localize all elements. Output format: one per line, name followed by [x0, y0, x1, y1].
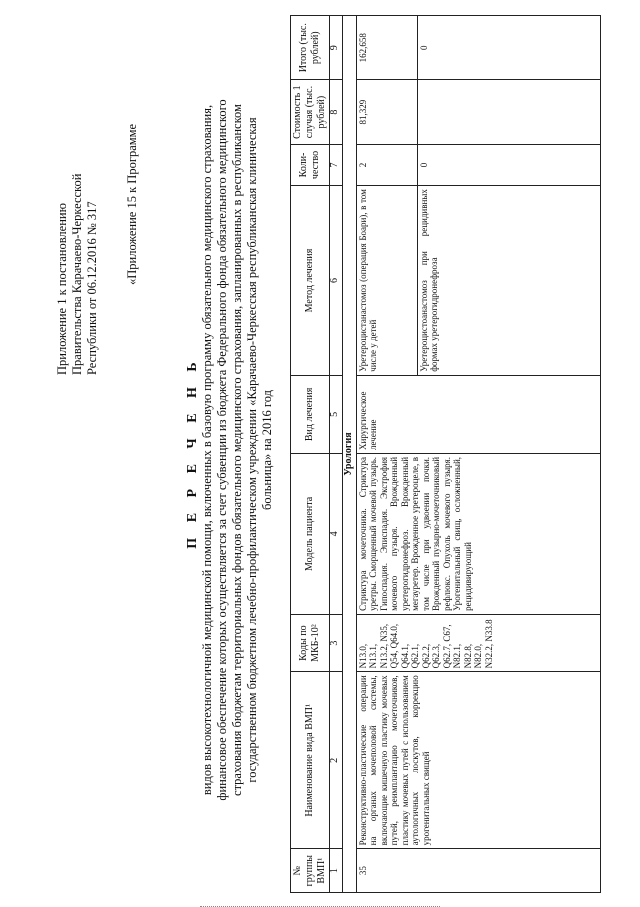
- cell-total: 162,658: [356, 16, 417, 80]
- header-total: Итого (тыс. рублей): [291, 16, 330, 80]
- annex-line: Правительства Карачаево-Черкесской: [70, 173, 84, 375]
- column-number: 8: [330, 80, 343, 144]
- scan-edge: [200, 903, 440, 907]
- header-cost: Стоимость 1 случая (тыс. рублей): [291, 80, 330, 144]
- column-number: 3: [330, 614, 343, 671]
- cell-name: Реконструктивно-пластические операции на органах мочеполовой системы, включающие кишечную пластику мочевых путей, реимплантацию мочеточников, пластику мочевых путей с использованием аутологичных лоскутов, коррекцию урогенитальных свищей: [356, 672, 600, 849]
- vmp-table: [290, 15, 601, 893]
- cell-cost: [417, 80, 600, 144]
- section-row: [343, 16, 357, 893]
- cell-count: 2: [356, 144, 417, 185]
- column-number: 6: [330, 186, 343, 376]
- table-header-row: [291, 16, 330, 893]
- cell-group: 35: [356, 849, 600, 893]
- header-method: Метод лечения: [291, 186, 330, 376]
- annex-line: Приложение 1 к постановлению: [55, 203, 69, 375]
- cell-method: Уретероцистанастомоз (операция Боари), в том числе у детей: [356, 186, 417, 376]
- column-number: 7: [330, 144, 343, 185]
- header-count: Коли-чество: [291, 144, 330, 185]
- cell-type: Хирургическое лечение: [356, 375, 600, 453]
- header-model: Модель пациента: [291, 453, 330, 614]
- column-number: 2: [330, 672, 343, 849]
- cell-count: 0: [417, 144, 600, 185]
- cell-total: 0: [417, 16, 600, 80]
- table-row: [356, 16, 417, 893]
- header-name: Наименование вида ВМП¹: [291, 672, 330, 849]
- cell-method: Уретероцистоанастомоз при рецидивных формах уретерогидронефроза: [417, 186, 600, 376]
- annex-header: [55, 75, 100, 375]
- column-number: 1: [330, 849, 343, 893]
- cell-cost: 81,329: [356, 80, 417, 144]
- column-number: 5: [330, 375, 343, 453]
- column-number-row: [330, 16, 343, 893]
- program-reference: «Приложение 15 к Программе: [125, 123, 139, 285]
- column-number: 9: [330, 16, 343, 80]
- section-title: Урология: [343, 16, 357, 893]
- cell-model: Стриктура мочеточника. Стриктура уретры. Сморщенный мочевой пузырь. Гипоспадия. Эписпадия. Экстрофия мочевого пузыря. Врожденный уретерогидронефроз. Врожденный мегауретер. Врожденное уретероцеле, в том числе при удвоении почки. Врожденный пузырно-мочеточниковый рефлюкс. Опухоль мочевого пузыря. Урогенитальный свищ, осложненный, рецидивирующий: [356, 453, 600, 614]
- document-title: П Е Р Е Ч Е Н Ь: [185, 356, 200, 549]
- column-number: 4: [330, 453, 343, 614]
- cell-codes: N13.0, N13.1, N13.2, N35, Q54, Q64.0, Q64.1, Q62.1, Q62.2, Q62.3, Q62.7, C67, N82.1, N82.8, N82.0, N32.2, N33.8: [356, 614, 600, 671]
- annex-line: Республики от 06.12.2016 № 317: [85, 201, 99, 375]
- header-codes: Коды по МКБ-10²: [291, 614, 330, 671]
- document-subtitle: видов высокотехнологичной медицинской помощи, включенных в базовую программу обязательного медицинского страхования, финансовое обеспечение которых осуществляется за счет субвенции из бюджета Федерального фонда обязательного медицинского страхования бюджетам территориальных фондов обязательного медицинского страхования, запланированных в республиканском государственном бюджетном лечебно-профилактическом учреждении «Карачаево-Черкесская республиканская клиническая больница» на 2016 год: [200, 99, 274, 801]
- header-group: № группы ВМП¹: [291, 849, 330, 893]
- header-type: Вид лечения: [291, 375, 330, 453]
